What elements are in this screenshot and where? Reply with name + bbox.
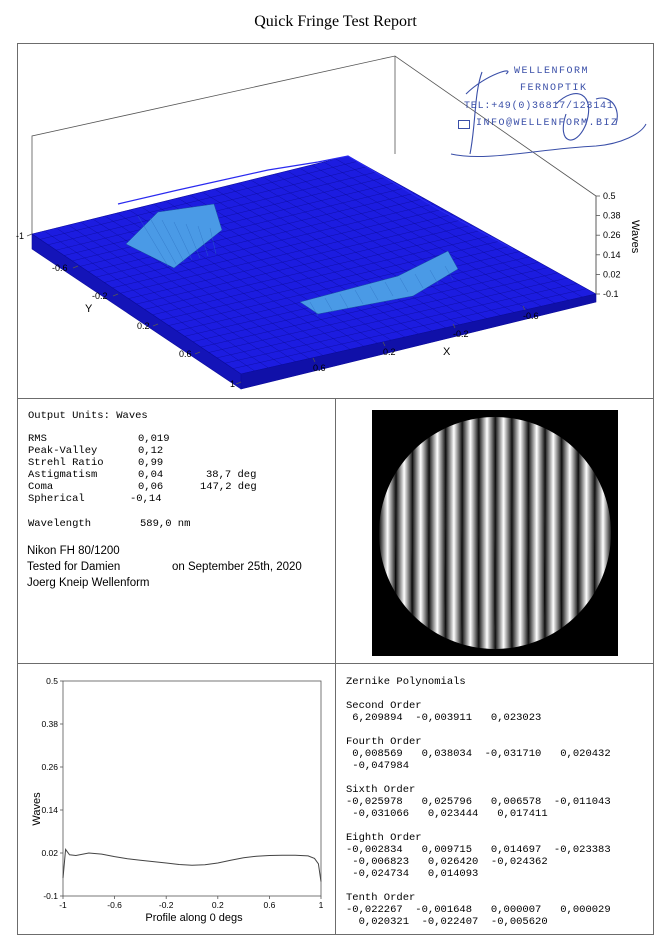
y-tick-label: -0.6 <box>52 263 68 273</box>
wavelength-label: Wavelength <box>28 518 92 530</box>
tested-for: Tested for Damien <box>27 561 121 573</box>
profile-y-tick: 0.5 <box>46 676 58 686</box>
stat-angle: 147,2 deg <box>200 481 257 493</box>
stat-label: RMS <box>28 433 47 445</box>
profile-plot-frame <box>63 681 321 896</box>
profile-x-tick: 1 <box>318 900 324 910</box>
y-tick-label: 0.2 <box>137 321 150 331</box>
profile-x-tick: -1 <box>59 900 67 910</box>
zernike-coefficients: -0,025978 0,025796 0,006578 -0,011043 <box>346 796 611 808</box>
stat-value: -0,14 <box>130 493 162 505</box>
surface-plot-panel <box>17 43 654 399</box>
fringe-band <box>511 410 529 656</box>
profile-x-tick: -0.2 <box>158 900 174 910</box>
stat-angle: 38,7 deg <box>206 469 257 481</box>
profile-line <box>63 849 321 881</box>
x-tick-label: -0.6 <box>523 311 539 321</box>
fringe-band <box>445 410 463 656</box>
fringe-band <box>544 410 562 656</box>
fringe-band <box>528 410 546 656</box>
zernike-order-heading: Eighth Order <box>346 832 422 844</box>
profile-chart-panel <box>17 663 336 935</box>
stat-value: 0,06 <box>138 481 164 493</box>
tester-name: Joerg Kneip Wellenform <box>27 577 150 589</box>
zernike-coefficients: -0,002834 0,009715 0,014697 -0,023383 <box>346 844 611 856</box>
z-tick-label: 0.02 <box>603 269 621 280</box>
lens-name: Nikon FH 80/1200 <box>27 545 120 557</box>
profile-x-tick: 0.2 <box>211 900 224 910</box>
stamp-line-2: FERNOPTIK <box>520 83 588 94</box>
stat-row <box>28 469 328 481</box>
report-title: Quick Fringe Test Report <box>254 13 417 30</box>
mail-icon <box>458 120 470 129</box>
profile-xlabel: Profile along 0 degs <box>145 912 243 924</box>
z-tick-label: 0.26 <box>603 230 621 241</box>
x-tick-label: 0.2 <box>383 347 396 357</box>
zernike-order-heading: Second Order <box>346 700 422 712</box>
y-tick-label: 0.6 <box>179 349 192 359</box>
test-date: on September 25th, 2020 <box>172 561 302 573</box>
z-tick-label: 0.38 <box>603 210 621 221</box>
profile-y-tick: 0.14 <box>41 805 58 815</box>
fringe-band <box>495 410 513 656</box>
z-axis-label: Waves <box>629 220 641 254</box>
y-axis-label: Y <box>85 303 93 315</box>
zernike-coefficients: -0,022267 -0,001648 0,000007 0,000029 <box>346 904 611 916</box>
stamp-line-4: INFO@WELLENFORM.BIZ <box>476 118 619 129</box>
zernike-coefficients: -0,047984 <box>346 760 410 772</box>
profile-y-tick: 0.38 <box>41 719 58 729</box>
stamp-line-1: WELLENFORM <box>514 66 590 77</box>
zernike-order-heading: Tenth Order <box>346 892 416 904</box>
company-stamp <box>446 54 656 174</box>
profile-x-tick: 0.6 <box>263 900 276 910</box>
interferogram-image <box>372 410 618 656</box>
stat-value: 0,12 <box>138 445 164 457</box>
z-tick-label: 0.5 <box>603 191 616 201</box>
zernike-coefficients: -0,006823 0,026420 -0,024362 <box>346 856 548 868</box>
profile-y-tick: 0.26 <box>41 762 58 772</box>
stat-row <box>28 445 328 457</box>
x-tick-label: -0.2 <box>453 329 469 339</box>
zernike-panel <box>335 663 654 935</box>
fringe-band <box>428 410 446 656</box>
y-tick-label: -0.2 <box>92 291 108 301</box>
stat-row <box>28 457 328 469</box>
x-axis-label: X <box>443 346 451 358</box>
profile-ylabel: Waves <box>31 792 43 826</box>
z-axis <box>596 191 621 299</box>
stat-label: Coma <box>28 481 54 493</box>
fringe-band <box>461 410 479 656</box>
stat-label: Spherical <box>28 493 85 505</box>
stat-row <box>28 481 328 493</box>
zernike-order-heading: Sixth Order <box>346 784 416 796</box>
fringe-band <box>478 410 496 656</box>
interferogram-panel <box>335 398 654 664</box>
z-tick-label: -0.1 <box>603 289 619 299</box>
stat-row <box>28 493 328 505</box>
zernike-coefficients: -0,024734 0,014093 <box>346 868 479 880</box>
statistics-panel <box>17 398 336 664</box>
stat-value: 0,019 <box>138 433 170 445</box>
zernike-coefficients: -0,031066 0,023444 0,017411 <box>346 808 548 820</box>
stat-value: 0,99 <box>138 457 164 469</box>
profile-y-tick: -0.1 <box>43 891 58 901</box>
y-tick-label: 1 <box>230 379 236 389</box>
stat-row <box>28 433 328 445</box>
zernike-title: Zernike Polynomials <box>346 676 466 688</box>
profile-chart <box>18 664 335 934</box>
profile-y-tick: 0.02 <box>41 848 58 858</box>
z-tick-label: 0.14 <box>603 249 621 260</box>
stamp-line-3: TEL:+49(0)36817/123141 <box>464 101 614 112</box>
stat-label: Strehl Ratio <box>28 457 104 469</box>
stat-label: Peak-Valley <box>28 445 98 457</box>
zernike-order-heading: Fourth Order <box>346 736 422 748</box>
output-units: Output Units: Waves <box>28 410 148 422</box>
stat-label: Astigmatism <box>28 469 98 481</box>
surface-mesh <box>32 156 596 389</box>
wavelength-value: 589,0 nm <box>140 518 191 530</box>
stat-value: 0,04 <box>138 469 164 481</box>
profile-x-tick: -0.6 <box>107 900 122 910</box>
zernike-coefficients: 0,020321 -0,022407 -0,005620 <box>346 916 548 928</box>
x-tick-label: 0.6 <box>313 363 326 373</box>
y-tick-label: -1 <box>16 231 25 241</box>
zernike-coefficients: 6,209894 -0,003911 0,023023 <box>346 712 542 724</box>
zernike-coefficients: 0,008569 0,038034 -0,031710 0,020432 <box>346 748 611 760</box>
